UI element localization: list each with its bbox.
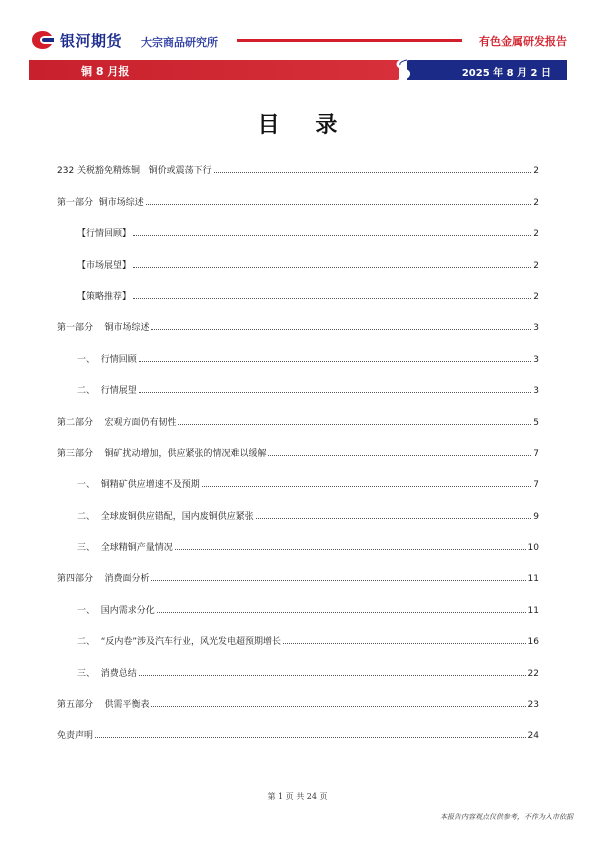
toc-entry-page: 24 <box>527 731 539 741</box>
dot-leader <box>133 298 531 299</box>
dot-leader <box>178 424 531 425</box>
toc-entry[interactable] <box>77 474 539 490</box>
toc-entry-page: 11 <box>527 606 539 616</box>
toc-entry-page: 9 <box>533 512 539 522</box>
dot-leader <box>283 643 525 644</box>
dot-leader <box>268 455 531 456</box>
dot-leader <box>214 172 532 173</box>
toc-entry-label: 【市场展望】 <box>77 261 132 271</box>
toc-entry-page: 10 <box>527 543 539 553</box>
toc-entry[interactable] <box>77 506 539 522</box>
report-type: 有色金属研发报告 <box>479 35 567 48</box>
header-divider <box>237 39 462 42</box>
institute-name: 大宗商品研究所 <box>141 36 218 49</box>
dot-leader <box>175 549 526 550</box>
toc-entry[interactable] <box>57 568 539 584</box>
toc-entry-label: 第五部分 供需平衡表 <box>57 700 150 710</box>
toc-entry[interactable] <box>57 192 539 208</box>
toc-entry-page: 5 <box>533 418 539 428</box>
header-banner <box>29 60 567 80</box>
dot-leader <box>157 612 526 613</box>
toc-entry[interactable] <box>77 255 539 271</box>
report-title: 铜 8 月报 <box>81 65 130 78</box>
toc-entry[interactable] <box>77 631 539 647</box>
toc-entry-label: 第一部分 铜市场综述 <box>57 323 150 333</box>
toc-entry[interactable] <box>77 286 539 302</box>
toc-entry-label: 二、 行情展望 <box>77 386 137 396</box>
toc-entry[interactable] <box>57 443 539 459</box>
toc-entry-page: 2 <box>533 198 539 208</box>
toc-entry[interactable] <box>57 412 539 428</box>
toc-entry-page: 11 <box>527 574 539 584</box>
toc-entry-label: 232 关税豁免精炼铜 铜价或震荡下行 <box>57 166 212 176</box>
toc-entry-label: 【行情回顾】 <box>77 229 132 239</box>
dot-leader <box>202 486 532 487</box>
dot-leader <box>95 737 526 738</box>
toc-heading: 目 录 <box>257 113 352 138</box>
toc-entry-label: 一、 铜精矿供应增速不及预期 <box>77 480 200 490</box>
toc-entry-label: 免责声明 <box>57 731 94 741</box>
toc-entry-label: 一、 国内需求分化 <box>77 606 155 616</box>
toc-entry-label: 二、 全球废铜供应错配，国内废铜供应紧张 <box>77 512 254 522</box>
toc-entry-page: 7 <box>533 480 539 490</box>
toc-entry-page: 3 <box>533 386 539 396</box>
toc-entry[interactable] <box>77 349 539 365</box>
dot-leader <box>139 392 532 393</box>
toc-entry-label: 三、 消费总结 <box>77 669 137 679</box>
toc-entry-page: 22 <box>527 669 539 679</box>
dot-leader <box>146 204 532 205</box>
dot-leader <box>133 235 531 236</box>
footer-disclaimer: 本报告内容观点仅供参考，不作为入市依据 <box>440 813 573 821</box>
toc-entry-page: 2 <box>533 166 539 176</box>
toc-entry[interactable] <box>57 160 539 176</box>
toc-entry[interactable] <box>77 537 539 553</box>
dot-leader <box>151 706 525 707</box>
toc-entry[interactable] <box>57 317 539 333</box>
dot-leader <box>133 267 531 268</box>
dot-leader <box>139 361 532 362</box>
toc-entry-label: 一、 行情回顾 <box>77 355 137 365</box>
toc-entry[interactable] <box>57 694 539 710</box>
toc-entry[interactable] <box>77 663 539 679</box>
dot-leader <box>151 329 531 330</box>
toc-entry-label: 【策略推荐】 <box>77 292 132 302</box>
page-indicator: 第 1 页 共 24 页 <box>267 792 328 801</box>
toc-entry[interactable] <box>77 223 539 239</box>
toc-entry-page: 16 <box>527 637 539 647</box>
company-name: 银河期货 <box>60 32 123 50</box>
toc-entry-page: 7 <box>533 449 539 459</box>
toc-entry-label: 第四部分 消费面分析 <box>57 574 150 584</box>
toc-entry-page: 23 <box>527 700 539 710</box>
dot-leader <box>139 675 526 676</box>
toc-entry-label: 第二部分 宏观方面仍有韧性 <box>57 418 177 428</box>
toc-entry-page: 2 <box>533 261 539 271</box>
galaxy-logo-icon <box>30 29 56 51</box>
swoosh-icon <box>387 57 417 83</box>
toc-entry-page: 3 <box>533 323 539 333</box>
toc-entry-label: 第三部分 铜矿扰动增加，供应紧张的情况难以缓解 <box>57 449 267 459</box>
toc-entry[interactable] <box>77 380 539 396</box>
toc-entry-label: 三、 全球精铜产量情况 <box>77 543 173 553</box>
toc-entry-page: 3 <box>533 355 539 365</box>
toc-entry[interactable] <box>77 600 539 616</box>
toc-entry-page: 2 <box>533 229 539 239</box>
toc-entry-label: 二、 “反内卷”涉及汽车行业，风光发电超预期增长 <box>77 637 282 647</box>
dot-leader <box>256 518 532 519</box>
toc-entry-label: 第一部分 铜市场综述 <box>57 198 144 208</box>
report-date: 2025 年 8 月 2 日 <box>461 68 551 79</box>
dot-leader <box>151 580 525 581</box>
toc-entry[interactable] <box>57 725 539 741</box>
toc-entry-page: 2 <box>533 292 539 302</box>
